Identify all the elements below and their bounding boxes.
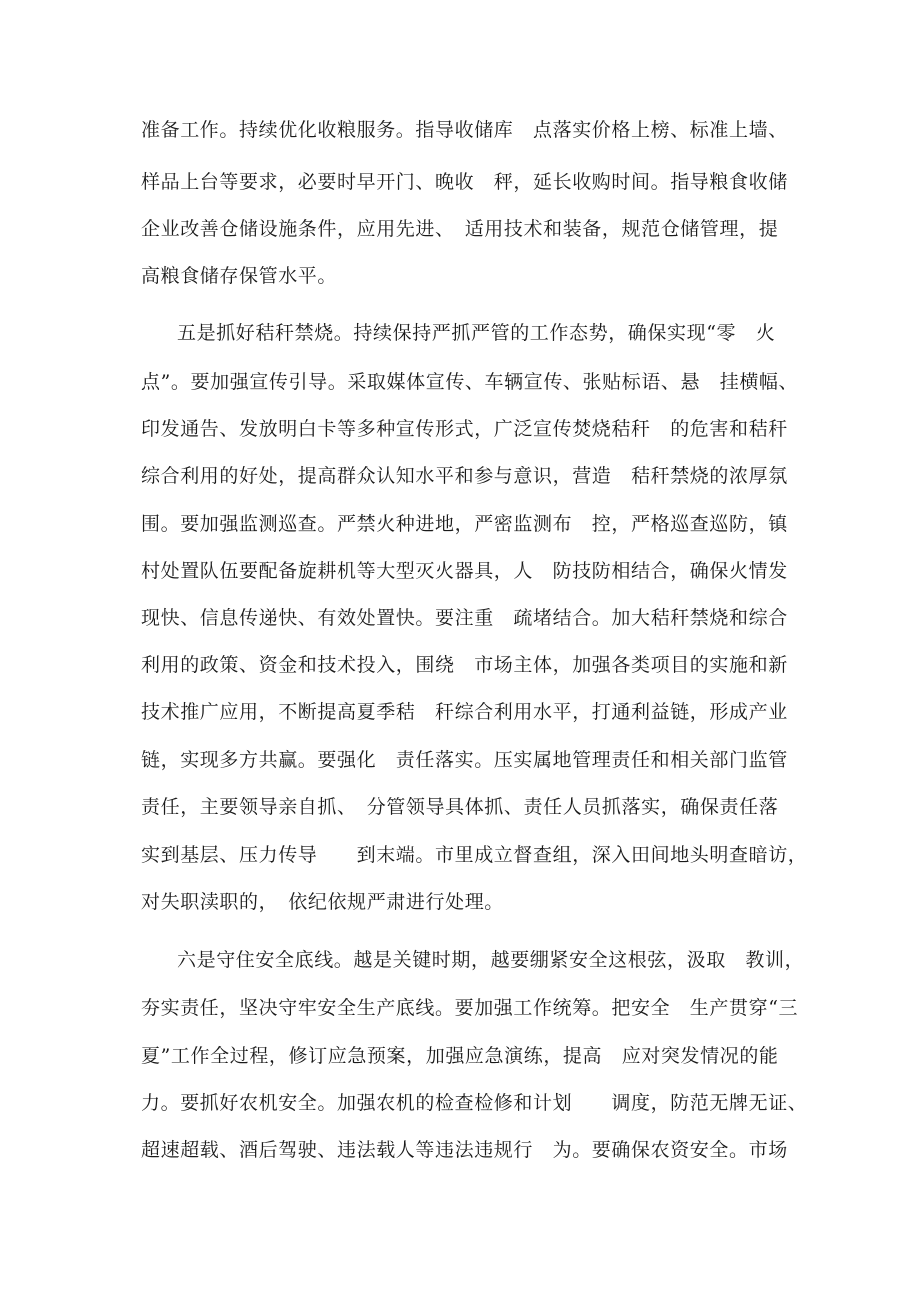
text-line: 夏”工作全过程，修订应急预案，加强应急演练，提高 应对突发情况的能 — [141, 1045, 779, 1067]
text-line: 综合利用的好处，提高群众认知水平和参与意识，营造 秸秆禁烧的浓厚氛 — [141, 465, 788, 487]
text-line: 力。要抓好农机安全。加强农机的检查检修和计划 调度，防范无牌无证、 — [141, 1092, 808, 1114]
text-line: 准备工作。持续优化收粮服务。指导收储库 点落实价格上榜、标准上墙、 — [141, 119, 788, 141]
text-line: 超速超载、酒后驾驶、违法载人等违法违规行 为。要确保农资安全。市场 — [141, 1139, 788, 1161]
text-line: 六是守住安全底线。越是关键时期，越要绷紧安全这根弦，汲取 教训， — [177, 949, 805, 971]
text-line: 利用的政策、资金和技术投入，围绕 市场主体，加强各类项目的实施和新 — [141, 654, 788, 676]
text-line: 对失职渎职的， 依纪依规严肃进行处理。 — [141, 891, 504, 913]
text-line: 技术推广应用，不断提高夏季秸 秆综合利用水平，打通利益链，形成产业 — [141, 701, 788, 723]
text-line: 五是抓好秸秆禁烧。持续保持严抓严管的工作态势，确保实现“零 火 — [177, 322, 776, 344]
text-line: 现快、信息传递快、有效处置快。要注重 疏堵结合。加大秸秆禁烧和综合 — [141, 607, 788, 629]
text-line: 点”。要加强宣传引导。采取媒体宣传、车辆宣传、张贴标语、悬 挂横幅、 — [141, 371, 799, 393]
text-line: 链，实现多方共赢。要强化 责任落实。压实属地管理责任和相关部门监管 — [141, 749, 788, 771]
text-line: 高粮食储存保管水平。 — [141, 265, 338, 287]
text-line: 实到基层、压力传导 到末端。市里成立督查组，深入田间地头明查暗访， — [141, 844, 808, 866]
text-line: 村处置队伍要配备旋耕机等大型灭火器具，人 防技防相结合，确保火情发 — [141, 560, 788, 582]
text-line: 围。要加强监测巡查。严禁火种进地，严密监测布 控，严格巡查巡防，镇 — [141, 513, 788, 535]
text-line: 样品上台等要求，必要时早开门、晚收 秤，延长收购时间。指导粮食收储 — [141, 171, 788, 193]
text-line: 企业改善仓储设施条件，应用先进、 适用技术和装备，规范仓储管理，提 — [141, 218, 779, 240]
text-line: 责任，主要领导亲自抓、 分管领导具体抓、责任人员抓落实，确保责任落 — [141, 796, 779, 818]
text-line: 印发通告、发放明白卡等多种宣传形式，广泛宣传焚烧秸秆 的危害和秸秆 — [141, 418, 788, 440]
text-line: 夯实责任，坚决守牢安全生产底线。要加强工作统筹。把安全 生产贯穿“三 — [141, 997, 799, 1019]
